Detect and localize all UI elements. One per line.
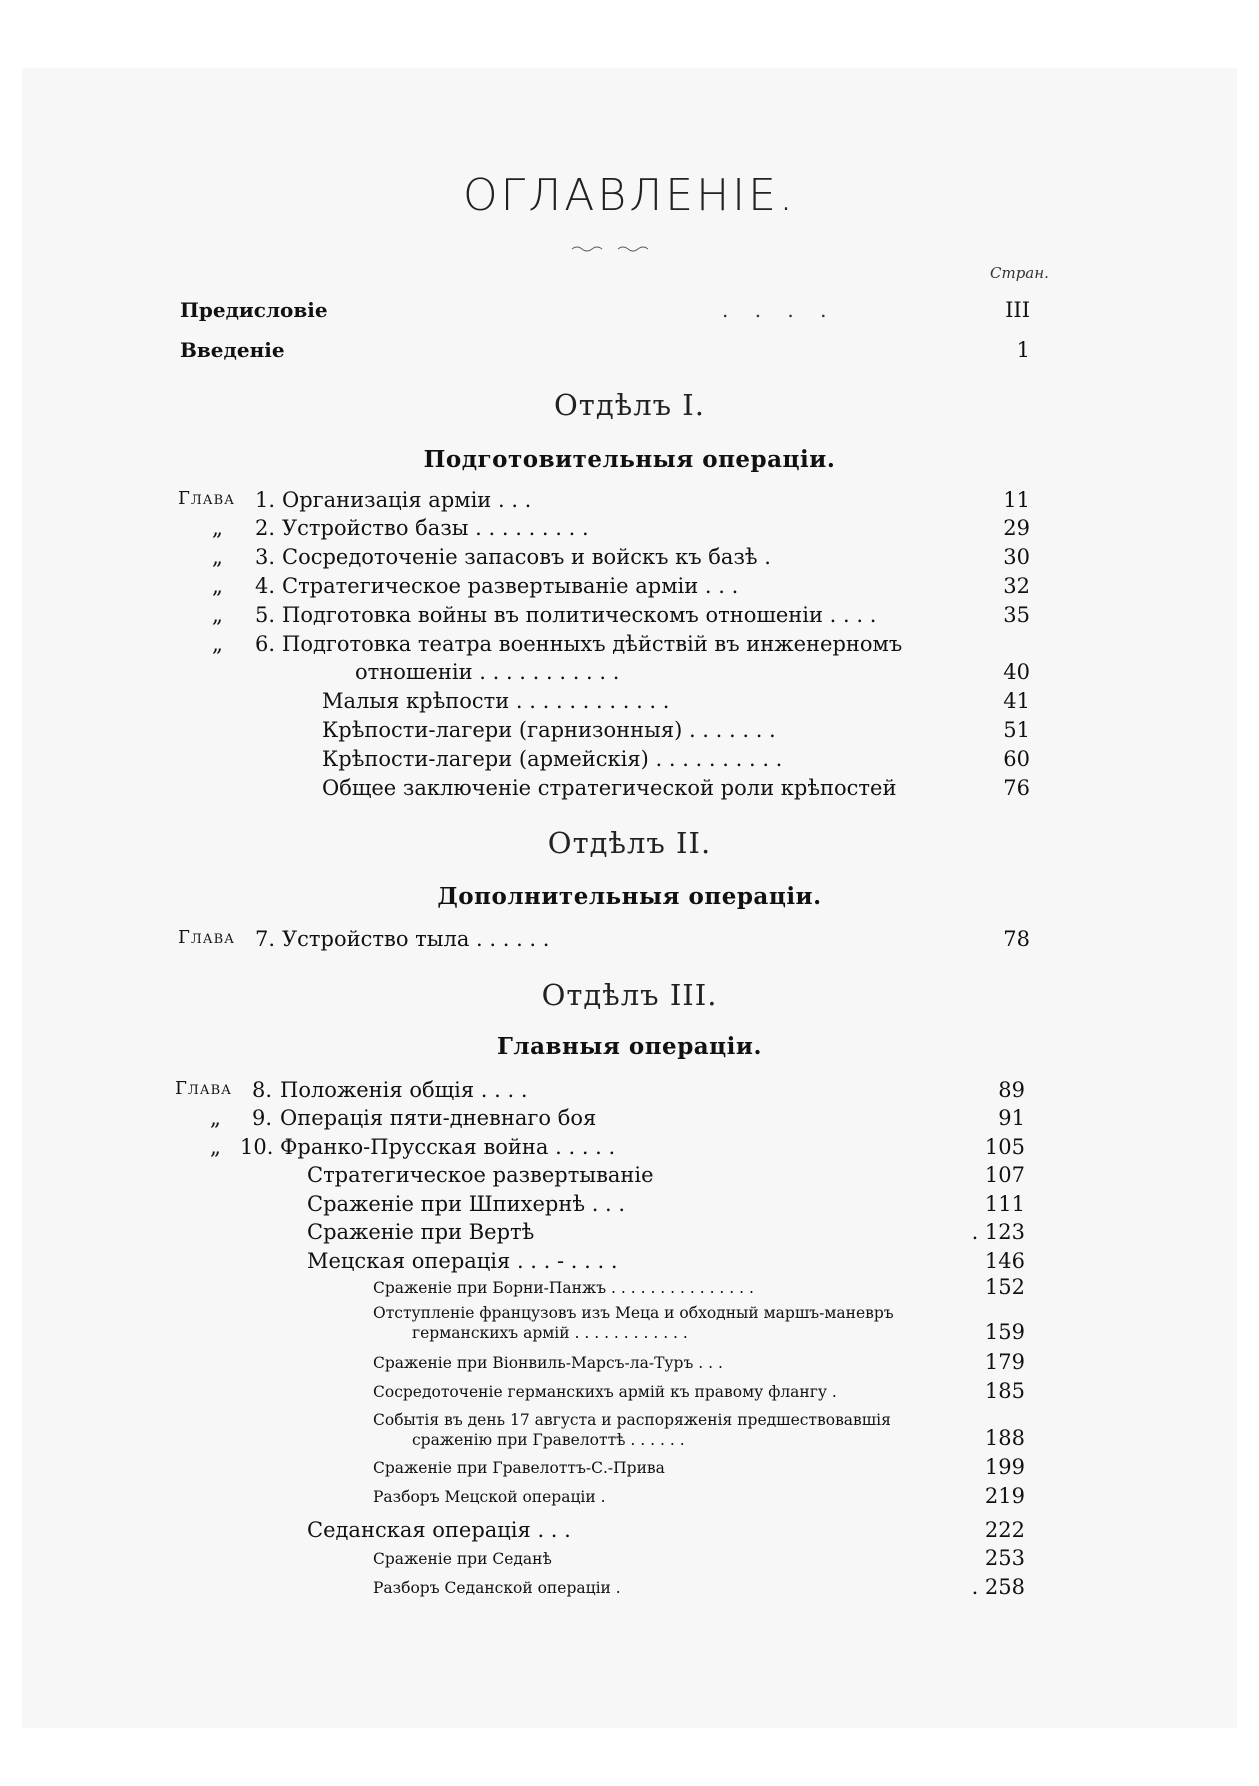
page-title: ОГЛАВЛЕНІЕ. <box>463 170 796 221</box>
subsection-camp-fortresses-garrison[interactable]: Крѣпости-лагери (гарнизонныя) . . . . . . . <box>322 718 776 742</box>
subsection-page: 111 <box>984 1192 1025 1216</box>
chapter-9-title[interactable]: Операція пяти-дневнаго боя <box>280 1106 597 1130</box>
chapter-num: 1. <box>255 488 276 512</box>
metz-vionville[interactable]: Сраженіе при Віонвиль-Марсъ-ла-Туръ . . . <box>373 1354 723 1372</box>
subsection-worth[interactable]: Сраженіе при Вертѣ <box>307 1220 535 1244</box>
chapter-1-title[interactable]: Организація арміи . . . <box>282 488 532 512</box>
chapter-word: Глава <box>178 927 236 948</box>
chapter-7-page: 78 <box>1003 927 1030 951</box>
ditto-mark: „ <box>210 1106 221 1130</box>
dept1-title: Отдѣлъ I. <box>554 388 705 422</box>
chapter-num: 3. <box>255 545 276 569</box>
metz-page: 179 <box>984 1350 1025 1374</box>
chapter-6-page: 40 <box>1003 660 1030 684</box>
metz-retreat[interactable]: Отступленіе французовъ изъ Меца и обходный маршъ-маневръ <box>373 1304 894 1322</box>
ditto-mark: „ <box>212 516 223 540</box>
subsection-page: 41 <box>1003 689 1030 713</box>
sedan-analysis[interactable]: Разборъ Седанской операціи . <box>373 1579 621 1597</box>
chapter-5-title[interactable]: Подготовка войны въ политическомъ отношеніи . . . . <box>282 603 877 627</box>
dept2-section: Дополнительныя операціи. <box>437 883 822 910</box>
metz-page: 152 <box>984 1275 1025 1299</box>
chapter-3-title[interactable]: Сосредоточеніе запасовъ и войскъ къ базѣ . <box>282 545 771 569</box>
metz-borny[interactable]: Сраженіе при Борни-Панжъ . . . . . . . . . . . . . . . <box>373 1279 754 1297</box>
sedan-battle[interactable]: Сраженіе при Седанѣ <box>373 1550 552 1568</box>
dept1-section: Подготовительныя операціи. <box>423 446 836 473</box>
ditto-mark: „ <box>212 603 223 627</box>
chapter-num: 5. <box>255 603 276 627</box>
preface-dots: . . . . <box>722 298 837 322</box>
metz-page: 188 <box>984 1426 1025 1450</box>
chapter-8-title[interactable]: Положенія общія . . . . <box>280 1078 528 1102</box>
subsection-page: 51 <box>1003 718 1030 742</box>
subsection-deployment[interactable]: Стратегическое развертываніе <box>307 1163 654 1187</box>
title-ornament <box>570 244 660 254</box>
subsection-camp-fortresses-army[interactable]: Крѣпости-лагери (армейскія) . . . . . . . . . . <box>322 747 783 771</box>
introduction-entry[interactable]: Введеніе <box>180 338 285 362</box>
chapter-9-page: 91 <box>998 1106 1025 1130</box>
chapter-num: 4. <box>255 574 276 598</box>
dept3-title: Отдѣлъ III. <box>541 978 718 1012</box>
introduction-page: 1 <box>1016 338 1030 362</box>
chapter-num: 10. <box>240 1135 274 1159</box>
dept3-section: Главныя операціи. <box>497 1033 762 1060</box>
metz-page: 219 <box>984 1484 1025 1508</box>
subsection-spicheren[interactable]: Сраженіе при Шпихернѣ . . . <box>307 1192 626 1216</box>
chapter-10-title[interactable]: Франко-Прусская война . . . . . <box>280 1135 616 1159</box>
chapter-7-title[interactable]: Устройство тыла . . . . . . <box>282 927 550 951</box>
chapter-2-page: 29 <box>1003 516 1030 540</box>
subsection-small-fortresses[interactable]: Малыя крѣпости . . . . . . . . . . . . <box>322 689 670 713</box>
subsection-page: 146 <box>984 1249 1025 1273</box>
metz-page: 159 <box>984 1320 1025 1344</box>
metz-concentration[interactable]: Сосредоточеніе германскихъ армій къ правому флангу . <box>373 1383 837 1401</box>
preface-page: III <box>1005 298 1030 322</box>
subsection-conclusion[interactable]: Общее заключеніе стратегической роли крѣпостей <box>322 776 897 800</box>
sedan-page: 253 <box>984 1546 1025 1570</box>
chapter-3-page: 30 <box>1003 545 1030 569</box>
chapter-num: 9. <box>252 1106 273 1130</box>
chapter-word: Глава <box>178 488 236 509</box>
metz-retreat-cont: германскихъ армій . . . . . . . . . . . . <box>412 1324 688 1342</box>
chapter-1-page: 11 <box>1003 488 1030 512</box>
metz-august-17[interactable]: Событія въ день 17 августа и распоряженія предшествовавшія <box>373 1411 891 1429</box>
chapter-5-page: 35 <box>1003 603 1030 627</box>
preface-entry[interactable]: Предисловіе <box>180 298 328 322</box>
ditto-mark: „ <box>212 574 223 598</box>
chapter-4-page: 32 <box>1003 574 1030 598</box>
subsection-page: 60 <box>1003 747 1030 771</box>
subsection-metz-operation[interactable]: Мецская операція . . . - . . . . <box>307 1249 618 1273</box>
chapter-word: Глава <box>175 1078 233 1099</box>
subsection-page: 222 <box>984 1518 1025 1542</box>
metz-page: 199 <box>984 1455 1025 1479</box>
chapter-num: 2. <box>255 516 276 540</box>
metz-gravelotte[interactable]: Сраженіе при Гравелоттъ-С.-Прива <box>373 1459 665 1477</box>
metz-page: 185 <box>984 1379 1025 1403</box>
page-column-label: Стран. <box>990 264 1049 282</box>
ditto-mark: „ <box>212 545 223 569</box>
chapter-num: 6. <box>255 632 276 656</box>
chapter-10-page: 105 <box>984 1135 1025 1159</box>
metz-august-17-cont: сраженію при Гравелоттѣ . . . . . . <box>412 1431 685 1449</box>
chapter-8-page: 89 <box>998 1078 1025 1102</box>
subsection-page: . 123 <box>971 1220 1025 1244</box>
subsection-sedan-operation[interactable]: Седанская операція . . . <box>307 1518 571 1542</box>
metz-analysis[interactable]: Разборъ Мецской операціи . <box>373 1488 606 1506</box>
subsection-page: 76 <box>1003 776 1030 800</box>
chapter-6-title-cont: отношеніи . . . . . . . . . . . <box>355 660 620 684</box>
chapter-4-title[interactable]: Стратегическое развертываніе арміи . . . <box>282 574 739 598</box>
chapter-6-title[interactable]: Подготовка театра военныхъ дѣйствій въ инженерномъ <box>282 632 903 656</box>
subsection-page: 107 <box>984 1163 1025 1187</box>
dept2-title: Отдѣлъ II. <box>547 826 712 860</box>
ditto-mark: „ <box>212 632 223 656</box>
chapter-num: 8. <box>252 1078 273 1102</box>
chapter-num: 7. <box>255 927 276 951</box>
chapter-2-title[interactable]: Устройство базы . . . . . . . . . <box>282 516 589 540</box>
ditto-mark: „ <box>210 1135 221 1159</box>
sedan-page: . 258 <box>971 1575 1025 1599</box>
